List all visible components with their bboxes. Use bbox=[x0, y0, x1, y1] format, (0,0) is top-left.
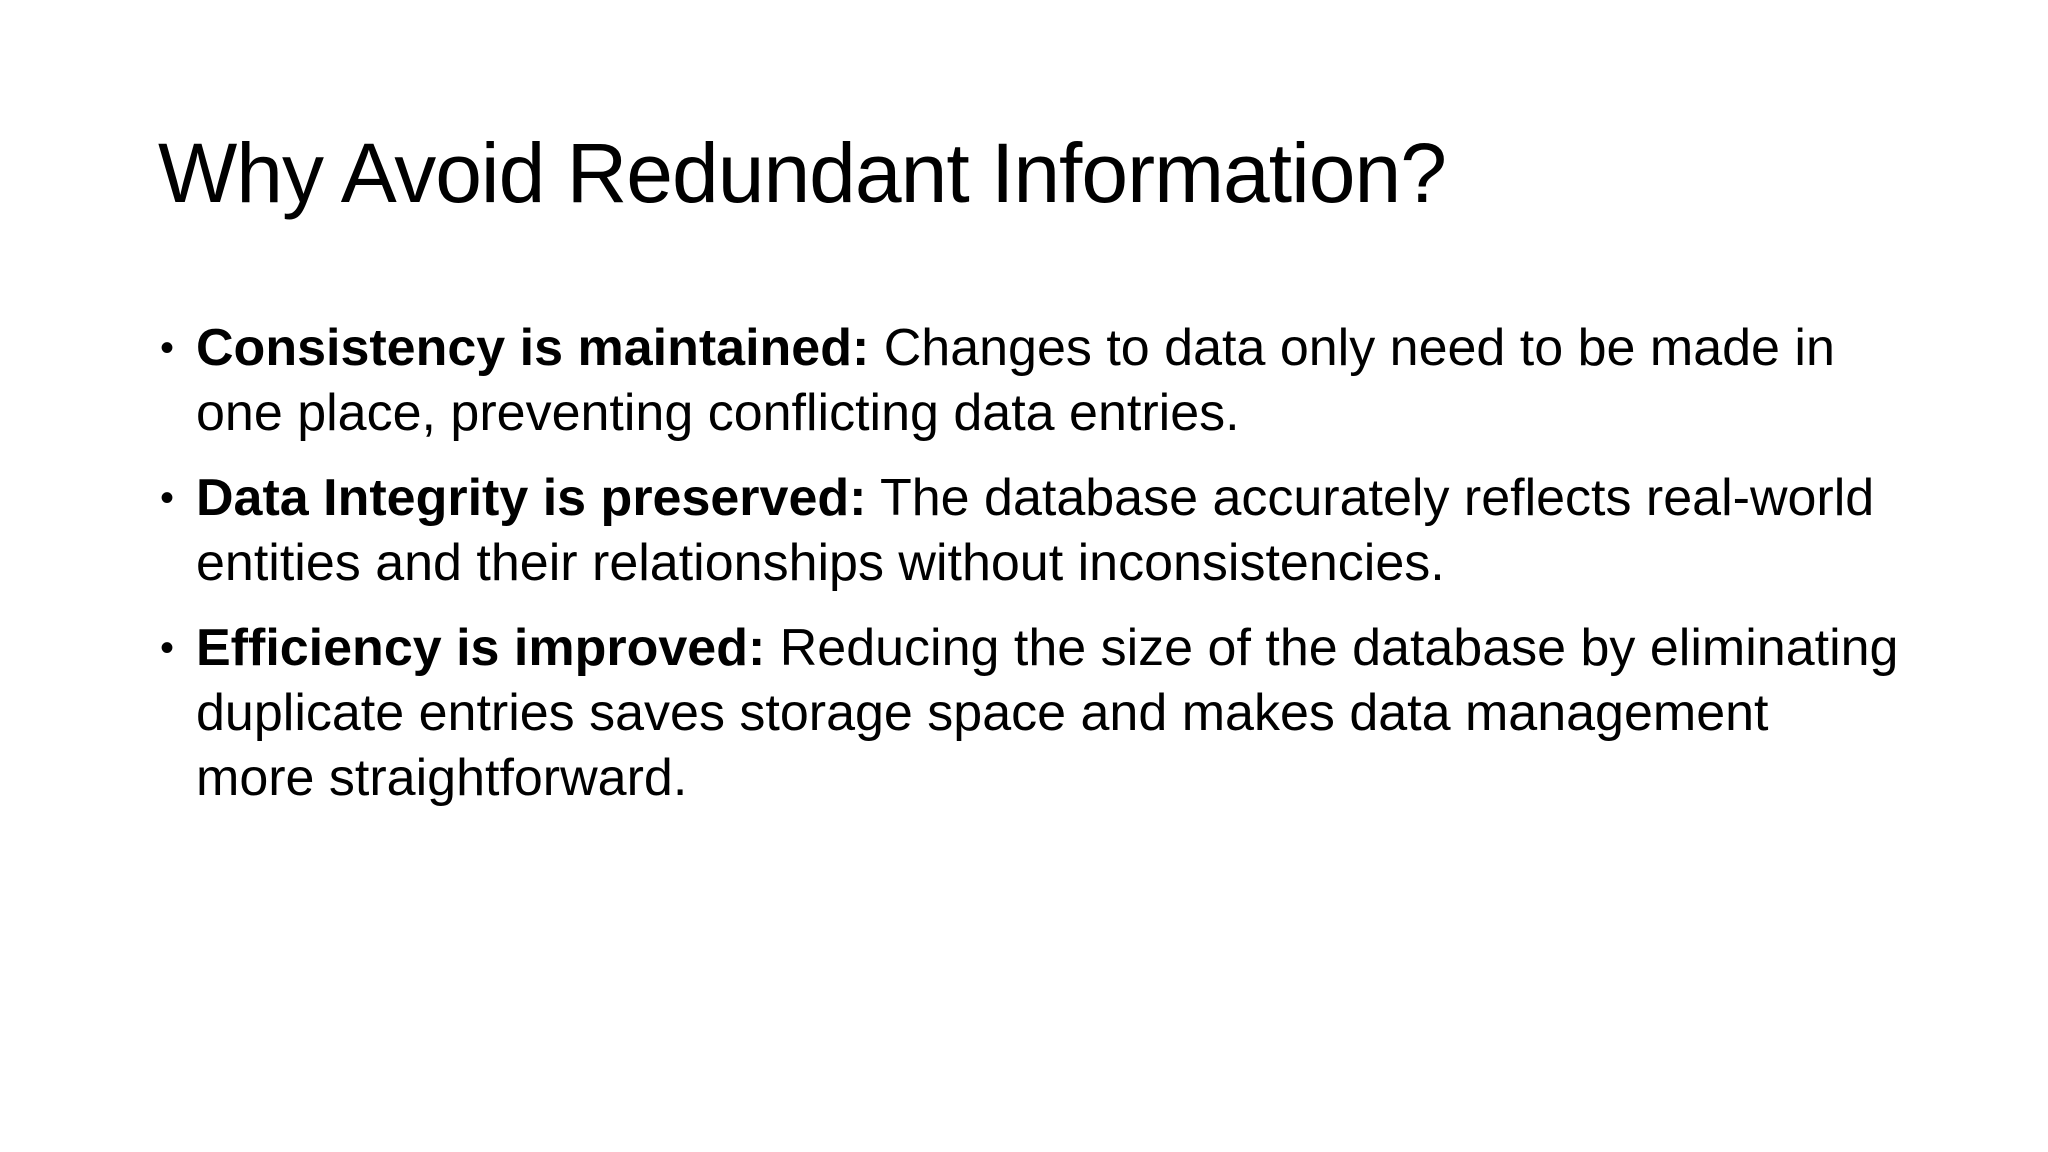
bullet-dot-icon: • bbox=[160, 476, 175, 520]
bullet-item-integrity bbox=[160, 466, 1900, 596]
bullet-list bbox=[160, 316, 1900, 831]
bullet-term: Efficiency is improved: bbox=[196, 619, 766, 677]
bullet-text: Changes to data only need to be made in one place, preventing conflicting data entries. bbox=[196, 319, 1835, 442]
bullet-item-efficiency bbox=[160, 616, 1900, 811]
bullet-term: Consistency is maintained: bbox=[196, 319, 870, 377]
bullet-item-consistency bbox=[160, 316, 1900, 446]
bullet-dot-icon: • bbox=[160, 326, 175, 370]
slide-title: Why Avoid Redundant Information? bbox=[158, 126, 1446, 220]
bullet-dot-icon: • bbox=[160, 626, 175, 670]
bullet-term: Data Integrity is preserved: bbox=[196, 469, 867, 527]
bullet-text: The database accurately reflects real-world entities and their relationships without inconsistencies. bbox=[196, 469, 1875, 592]
bullet-text: Reducing the size of the database by eliminating duplicate entries saves storage space and makes data management more straightforward. bbox=[196, 619, 1899, 807]
